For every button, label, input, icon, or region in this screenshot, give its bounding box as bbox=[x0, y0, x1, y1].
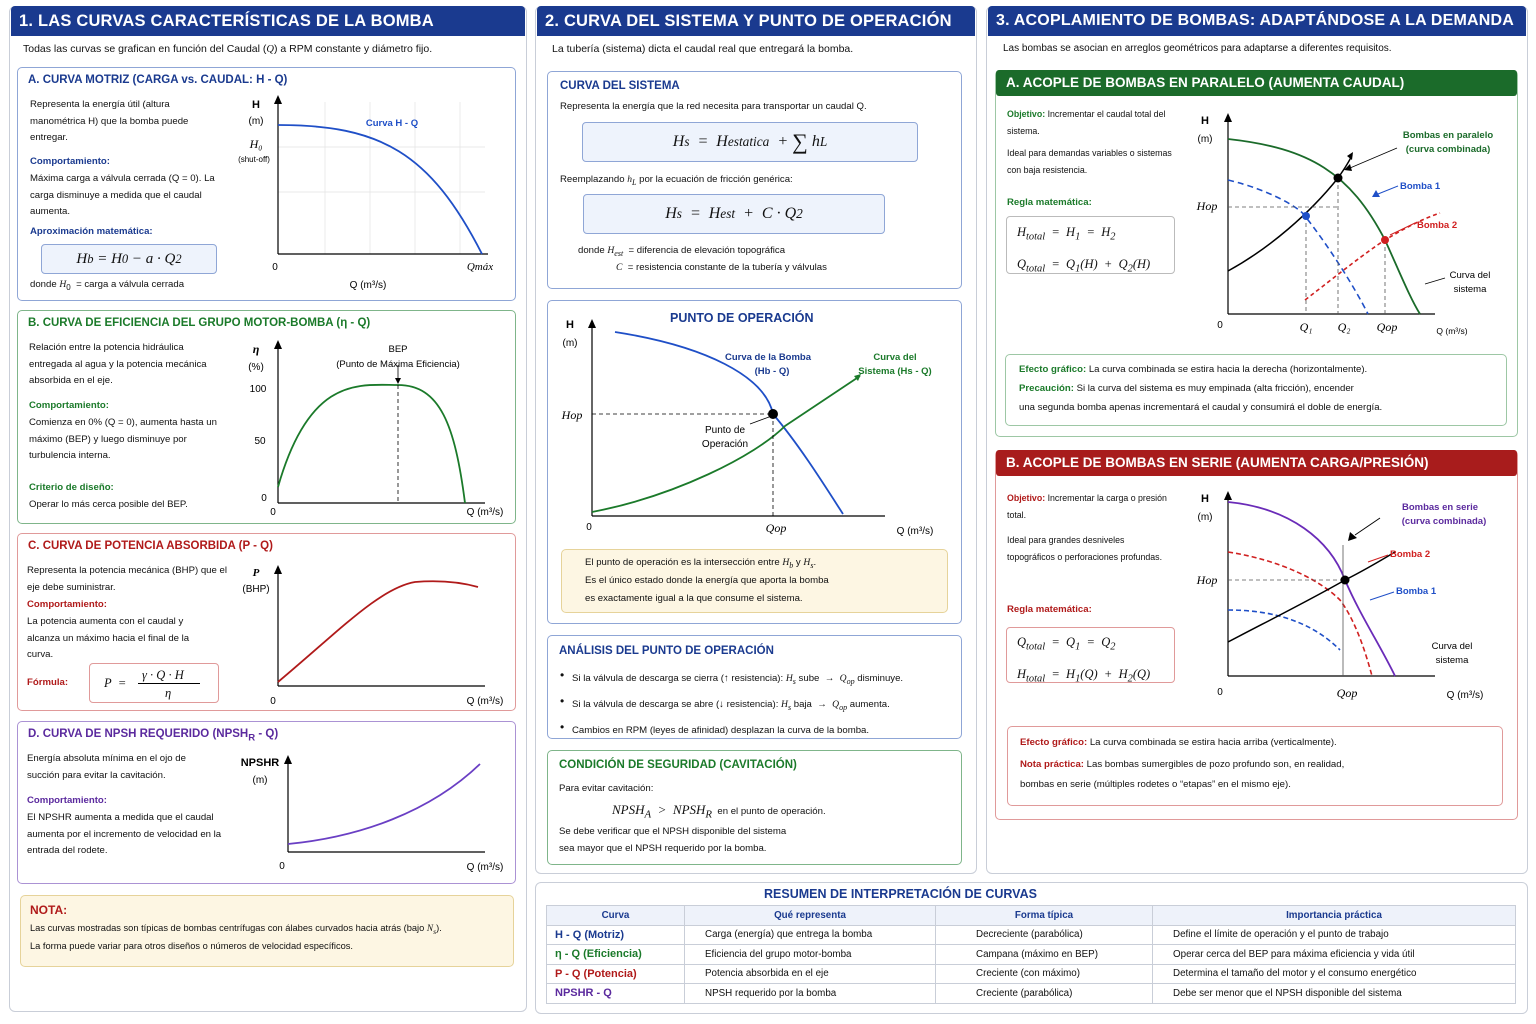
section-b-behav-label: Comportamiento: bbox=[29, 400, 109, 411]
table-row bbox=[547, 925, 1516, 945]
chart-hq-qmax: Qmáx bbox=[466, 261, 494, 273]
chart-hq-curve-label: Curva H - Q bbox=[365, 118, 419, 129]
ser-comb-label-2: (curva combinada) bbox=[1401, 516, 1487, 527]
summary-table bbox=[546, 905, 1516, 1004]
par-pump-single bbox=[1228, 180, 1368, 314]
section-c-behav: La potencia aumenta con el caudal y alcanza un máximo hacia el final de la curva. bbox=[27, 616, 190, 660]
ser-hop: Hop bbox=[1196, 573, 1218, 587]
parallel-formula: $H_{total} = H_1 = H_2$ $Q_{total} = Q_1(H) + Q_2(H)$ bbox=[1006, 216, 1175, 274]
chart-p-ylabel: P bbox=[252, 567, 260, 579]
section-b-crit: Operar lo más cerca posible del BEP. bbox=[29, 499, 188, 510]
section-a-approx-label: Aproximación matemática: bbox=[30, 226, 153, 237]
op-note-3: es exactamente igual a la que consume el sistema. bbox=[585, 593, 803, 604]
section-b-behav: Comienza en 0% (Q = 0), aumenta hasta un máximo (BEP) y luego disminuye por turbulencia interna. bbox=[29, 417, 217, 461]
ser-pump1 bbox=[1228, 610, 1340, 650]
series-objective: Objetivo: Incrementar la carga o presión total. bbox=[1007, 493, 1167, 520]
formula-hb: H b = H 0 − a · Q 2 bbox=[41, 244, 217, 274]
chart-hq-ylabel: H bbox=[252, 99, 260, 111]
ser-zero: 0 bbox=[1217, 687, 1223, 698]
ser-sys-label: Curva del bbox=[1431, 641, 1473, 652]
section-c-title: C. CURVA DE POTENCIA ABSORBIDA (P - Q) bbox=[28, 540, 273, 552]
cavitation-title: CONDICIÓN DE SEGURIDAD (CAVITACIÓN) bbox=[559, 759, 797, 771]
analysis-title: ANÁLISIS DEL PUNTO DE OPERACIÓN bbox=[559, 645, 774, 657]
chart-series bbox=[1190, 490, 1510, 705]
chart-eta-t50: 50 bbox=[254, 436, 266, 447]
summary-cell: NPSH requerido por la bomba bbox=[685, 984, 936, 1004]
parallel-ideal: Ideal para demandas variables o sistemas con baja resistencia. bbox=[1007, 148, 1172, 175]
series-ideal: Ideal para grandes desniveles topográficos o perforaciones profundas. bbox=[1007, 535, 1163, 562]
table-row bbox=[547, 964, 1516, 984]
par-b2-label: Bomba 2 bbox=[1417, 220, 1458, 231]
summary-cell: Carga (energía) que entrega la bomba bbox=[685, 925, 936, 945]
note-line-1: Las curvas mostradas son típicas de bombas centrífugas con álabes curvados hacia atrás (bajo $N_s$). bbox=[30, 923, 442, 936]
par-sys-label-2: sistema bbox=[1453, 284, 1487, 295]
ser-comb-label: Bombas en serie bbox=[1401, 502, 1479, 513]
chart-eta-t100: 100 bbox=[249, 384, 267, 395]
chart-npsh-yunit: (m) bbox=[252, 775, 268, 786]
par-zero: 0 bbox=[1217, 320, 1223, 331]
op-zero: 0 bbox=[586, 522, 592, 533]
summary-header-importance: Importancia práctica bbox=[1153, 906, 1516, 926]
op-ylabel: H bbox=[566, 319, 574, 331]
chart-hq-yunit: (m) bbox=[248, 116, 264, 127]
op-pump-label-2: (Hb - Q) bbox=[754, 366, 790, 377]
parallel-title: A. ACOPLE DE BOMBAS EN PARALELO (AUMENTA CAUDAL) bbox=[996, 70, 1517, 96]
section-b-title: B. CURVA DE EFICIENCIA DEL GRUPO MOTOR-BOMBA (η - Q) bbox=[28, 317, 371, 329]
formula-hs-2: H s = H est + C · Q 2 bbox=[583, 194, 885, 234]
chart-eta-t0: 0 bbox=[261, 493, 267, 504]
summary-cell-curve: H - Q (Motriz) bbox=[547, 925, 685, 945]
summary-cell: Operar cerca del BEP para máxima eficiencia y vida útil bbox=[1153, 945, 1516, 965]
summary-header-curve: Curva bbox=[547, 906, 685, 926]
chart-operating-point bbox=[555, 316, 955, 541]
note-title: NOTA: bbox=[30, 903, 68, 917]
chart-eta bbox=[230, 335, 510, 520]
chart-p-xlabel: Q (m³/s) bbox=[466, 696, 504, 707]
summary-cell: Decreciente (parabólica) bbox=[936, 925, 1153, 945]
series-note-2: bombas en serie (múltiples rodetes o “etapas” en el mismo eje). bbox=[1020, 779, 1291, 790]
op-pump-label: Curva de la Bomba bbox=[724, 352, 812, 363]
system-curve-where-2: C = resistencia constante de la tubería y válvulas bbox=[616, 262, 827, 273]
series-note: Nota práctica: Las bombas sumergibles de pozo profundo son, en realidad, bbox=[1020, 759, 1345, 770]
parallel-rule: Regla matemática: bbox=[1007, 197, 1092, 208]
chart-eta-yunit: (%) bbox=[248, 362, 264, 373]
curve-npsh bbox=[288, 764, 480, 844]
section-d-desc: Energía absoluta mínima en el ojo de succión para evitar la cavitación. bbox=[27, 753, 186, 781]
curve-p bbox=[278, 581, 478, 682]
op-yunit: (m) bbox=[562, 338, 578, 349]
par-b1-label: Bomba 1 bbox=[1400, 181, 1441, 192]
cavitation-l3: Se debe verificar que el NPSH disponible del sistema bbox=[559, 826, 787, 837]
chart-hq-xlabel: Q (m³/s) bbox=[349, 280, 387, 291]
system-curve-where-1: donde $H_{est}$ = diferencia de elevación topográfica bbox=[578, 245, 786, 258]
cavitation-l4: sea mayor que el NPSH requerido por la bomba. bbox=[559, 843, 767, 854]
summary-cell: Potencia absorbida en el eje bbox=[685, 964, 936, 984]
op-xlabel: Q (m³/s) bbox=[896, 526, 934, 537]
par-comb-label-2: (curva combinada) bbox=[1405, 144, 1491, 155]
table-row bbox=[547, 945, 1516, 965]
par-q2: Q₂ bbox=[1337, 320, 1351, 334]
ser-b2-label: Bomba 2 bbox=[1390, 549, 1431, 560]
section-c-behav-label: Comportamiento: bbox=[27, 599, 107, 610]
series-formula: $Q_{total} = Q_1 = Q_2$ $H_{total} = H_1(Q) + H_2(Q)$ bbox=[1006, 627, 1175, 683]
par-ylabel: H bbox=[1201, 115, 1209, 127]
chart-npsh-zero: 0 bbox=[279, 861, 285, 872]
system-curve-replace: Reemplazando $h_L$ por la ecuación de fricción genérica: bbox=[560, 174, 793, 187]
par-hop: Hop bbox=[1196, 199, 1218, 213]
analysis-item-1: • Si la válvula de descarga se cierra (↑ resistencia): $H_s$ sube → $Q_{op}$ disminuye. bbox=[560, 667, 903, 693]
chart-hq bbox=[230, 92, 510, 292]
chart-p bbox=[230, 560, 510, 710]
parallel-caution: Precaución: Si la curva del sistema es muy empinada (alta fricción), encender bbox=[1019, 383, 1354, 394]
chart-p-yunit: (BHP) bbox=[242, 584, 270, 595]
op-point-label: Punto de bbox=[704, 425, 746, 436]
summary-cell-curve: P - Q (Potencia) bbox=[547, 964, 685, 984]
analysis-list bbox=[560, 667, 903, 742]
analysis-item-2: • Si la válvula de descarga se abre (↓ resistencia): $H_s$ baja → $Q_{op}$ aumenta. bbox=[560, 693, 903, 719]
section-b-crit-label: Criterio de diseño: bbox=[29, 482, 114, 493]
series-rule: Regla matemática: bbox=[1007, 604, 1092, 615]
chart-npsh-xlabel: Q (m³/s) bbox=[466, 862, 504, 873]
summary-cell: Eficiencia del grupo motor-bomba bbox=[685, 945, 936, 965]
column-3-title: 3. ACOPLAMIENTO DE BOMBAS: ADAPTÁNDOSE A LA DEMANDA bbox=[988, 6, 1526, 36]
section-a-title: A. CURVA MOTRIZ (CARGA vs. CAUDAL: H - Q) bbox=[28, 74, 288, 86]
formula-p: P = γ · Q · H η bbox=[89, 663, 219, 703]
op-point-label-2: Operación bbox=[701, 439, 749, 450]
chart-parallel bbox=[1190, 108, 1510, 338]
column-2-subtitle: La tubería (sistema) dicta el caudal real que entregará la bomba. bbox=[552, 43, 854, 55]
section-a-where: donde $H_0$ = carga a válvula cerrada bbox=[30, 279, 185, 292]
op-sys-label-2: Sistema (Hs - Q) bbox=[858, 366, 932, 377]
ser-ylabel: H bbox=[1201, 493, 1209, 505]
op-sys-label: Curva del bbox=[873, 352, 917, 363]
system-curve-desc: Representa la energía que la red necesita para transportar un caudal Q. bbox=[560, 101, 867, 112]
section-d-behav-label: Comportamiento: bbox=[27, 795, 107, 806]
section-c-desc: Representa la potencia mecánica (BHP) que el eje debe suministrar. bbox=[27, 565, 227, 593]
summary-cell-curve: NPSHR - Q bbox=[547, 984, 685, 1004]
ser-sys-label-2: sistema bbox=[1435, 655, 1469, 666]
par-xlabel: Q (m³/s) bbox=[1436, 326, 1468, 336]
summary-cell: Campana (máximo en BEP) bbox=[936, 945, 1153, 965]
op-note-2: Es el único estado donde la energía que aporta la bomba bbox=[585, 575, 829, 586]
parallel-effect: Efecto gráfico: La curva combinada se estira hacia la derecha (horizontalmente). bbox=[1019, 364, 1368, 375]
ser-qop: Qop bbox=[1336, 686, 1358, 700]
par-yunit: (m) bbox=[1197, 134, 1213, 145]
chart-p-zero: 0 bbox=[270, 696, 276, 707]
par-comb-label: Bombas en paralelo bbox=[1402, 130, 1494, 141]
note-line-2: La forma puede variar para otros diseños o números de velocidad específicos. bbox=[30, 941, 353, 951]
par-combined bbox=[1228, 139, 1420, 314]
chart-eta-ylabel: η bbox=[252, 342, 260, 356]
chart-hq-h0: H₀ bbox=[249, 137, 263, 151]
section-c-form-label: Fórmula: bbox=[27, 677, 69, 688]
section-a-behav: Máxima carga a válvula cerrada (Q = 0). La carga disminuye a medida que el caudal aumenta. bbox=[30, 173, 215, 217]
system-curve-title: CURVA DEL SISTEMA bbox=[560, 80, 680, 92]
column-1-title: 1. LAS CURVAS CARACTERÍSTICAS DE LA BOMBA bbox=[11, 6, 525, 36]
column-3-subtitle: Las bombas se asocian en arreglos geométricos para adaptarse a diferentes requisitos. bbox=[1003, 43, 1392, 54]
op-qop: Qop bbox=[765, 521, 787, 535]
summary-cell: Creciente (parabólica) bbox=[936, 984, 1153, 1004]
summary-title: RESUMEN DE INTERPRETACIÓN DE CURVAS bbox=[764, 887, 1037, 901]
section-d-behav: El NPSHR aumenta a medida que el caudal aumenta por el incremento de velocidad en la entrada del rodete. bbox=[27, 812, 222, 856]
section-b-desc: Relación entre la potencia hidráulica entregada al agua y la potencia mecánica absorbida en el eje. bbox=[29, 342, 207, 386]
series-effect: Efecto gráfico: La curva combinada se estira hacia arriba (verticalmente). bbox=[1020, 737, 1337, 748]
column-1-subtitle: Todas las curvas se grafican en función del Caudal (Q) a RPM constante y diámetro fijo. bbox=[23, 43, 433, 55]
section-d-title: D. CURVA DE NPSH REQUERIDO $(NPSH_R - Q)$ bbox=[28, 728, 279, 744]
column-2-title: 2. CURVA DEL SISTEMA Y PUNTO DE OPERACIÓN bbox=[537, 6, 975, 36]
ser-b1-label: Bomba 1 bbox=[1396, 586, 1437, 597]
par-q1: Q₁ bbox=[1299, 320, 1313, 334]
summary-cell: Creciente (con máximo) bbox=[936, 964, 1153, 984]
table-row bbox=[547, 984, 1516, 1004]
section-a-desc: Representa la energía útil (altura manométrica H) que la bomba puede entregar. bbox=[30, 99, 189, 143]
summary-cell-curve: η - Q (Eficiencia) bbox=[547, 945, 685, 965]
chart-hq-zero: 0 bbox=[272, 262, 278, 273]
operating-point-marker bbox=[768, 409, 778, 419]
ser-combined bbox=[1228, 502, 1395, 676]
ser-yunit: (m) bbox=[1197, 512, 1213, 523]
op-note-1: El punto de operación es la intersección entre $H_b$ y $H_s$. bbox=[585, 557, 817, 570]
op-hop: Hop bbox=[561, 408, 583, 422]
curve-eta bbox=[278, 385, 465, 503]
chart-eta-bep2: (Punto de Máxima Eficiencia) bbox=[336, 359, 460, 370]
chart-eta-zero: 0 bbox=[270, 507, 276, 518]
series-title: B. ACOPLE DE BOMBAS EN SERIE (AUMENTA CARGA/PRESIÓN) bbox=[996, 450, 1517, 476]
chart-npsh-ylabel: NPSHR bbox=[240, 757, 280, 769]
summary-header-shape: Forma típica bbox=[936, 906, 1153, 926]
summary-cell: Debe ser menor que el NPSH disponible del sistema bbox=[1153, 984, 1516, 1004]
par-system bbox=[1228, 155, 1352, 271]
par-qop: Qop bbox=[1376, 320, 1398, 334]
analysis-item-3: • Cambios en RPM (leyes de afinidad) desplazan la curva de la bomba. bbox=[560, 719, 903, 742]
summary-header-meaning: Qué representa bbox=[685, 906, 936, 926]
chart-eta-xlabel: Q (m³/s) bbox=[466, 507, 504, 518]
summary-cell: Define el límite de operación y el punto de trabajo bbox=[1153, 925, 1516, 945]
summary-cell: Determina el tamaño del motor y el consumo energético bbox=[1153, 964, 1516, 984]
chart-hq-shutoff: (shut-off) bbox=[238, 155, 270, 164]
operating-point-title: PUNTO DE OPERACIÓN bbox=[670, 311, 814, 325]
cavitation-l1: Para evitar cavitación: bbox=[559, 783, 654, 794]
cavitation-formula: $NPSH_A$ > $NPSH_R$ en el punto de operación. bbox=[612, 802, 826, 821]
parallel-objective: Objetivo: Incrementar el caudal total del sistema. bbox=[1007, 109, 1166, 136]
curve-h-q bbox=[278, 125, 482, 254]
ser-pump2 bbox=[1228, 552, 1372, 676]
parallel-caution-2: una segunda bomba apenas incrementará el caudal y consumirá el doble de energía. bbox=[1019, 402, 1383, 413]
formula-hs-1: H s = H estatica + ∑ h L bbox=[582, 122, 918, 162]
par-sys-label: Curva del bbox=[1449, 270, 1491, 281]
section-a-behav-label: Comportamiento: bbox=[30, 156, 110, 167]
ser-xlabel: Q (m³/s) bbox=[1446, 690, 1484, 701]
chart-eta-bep: BEP bbox=[388, 344, 408, 355]
chart-npsh bbox=[230, 752, 510, 877]
